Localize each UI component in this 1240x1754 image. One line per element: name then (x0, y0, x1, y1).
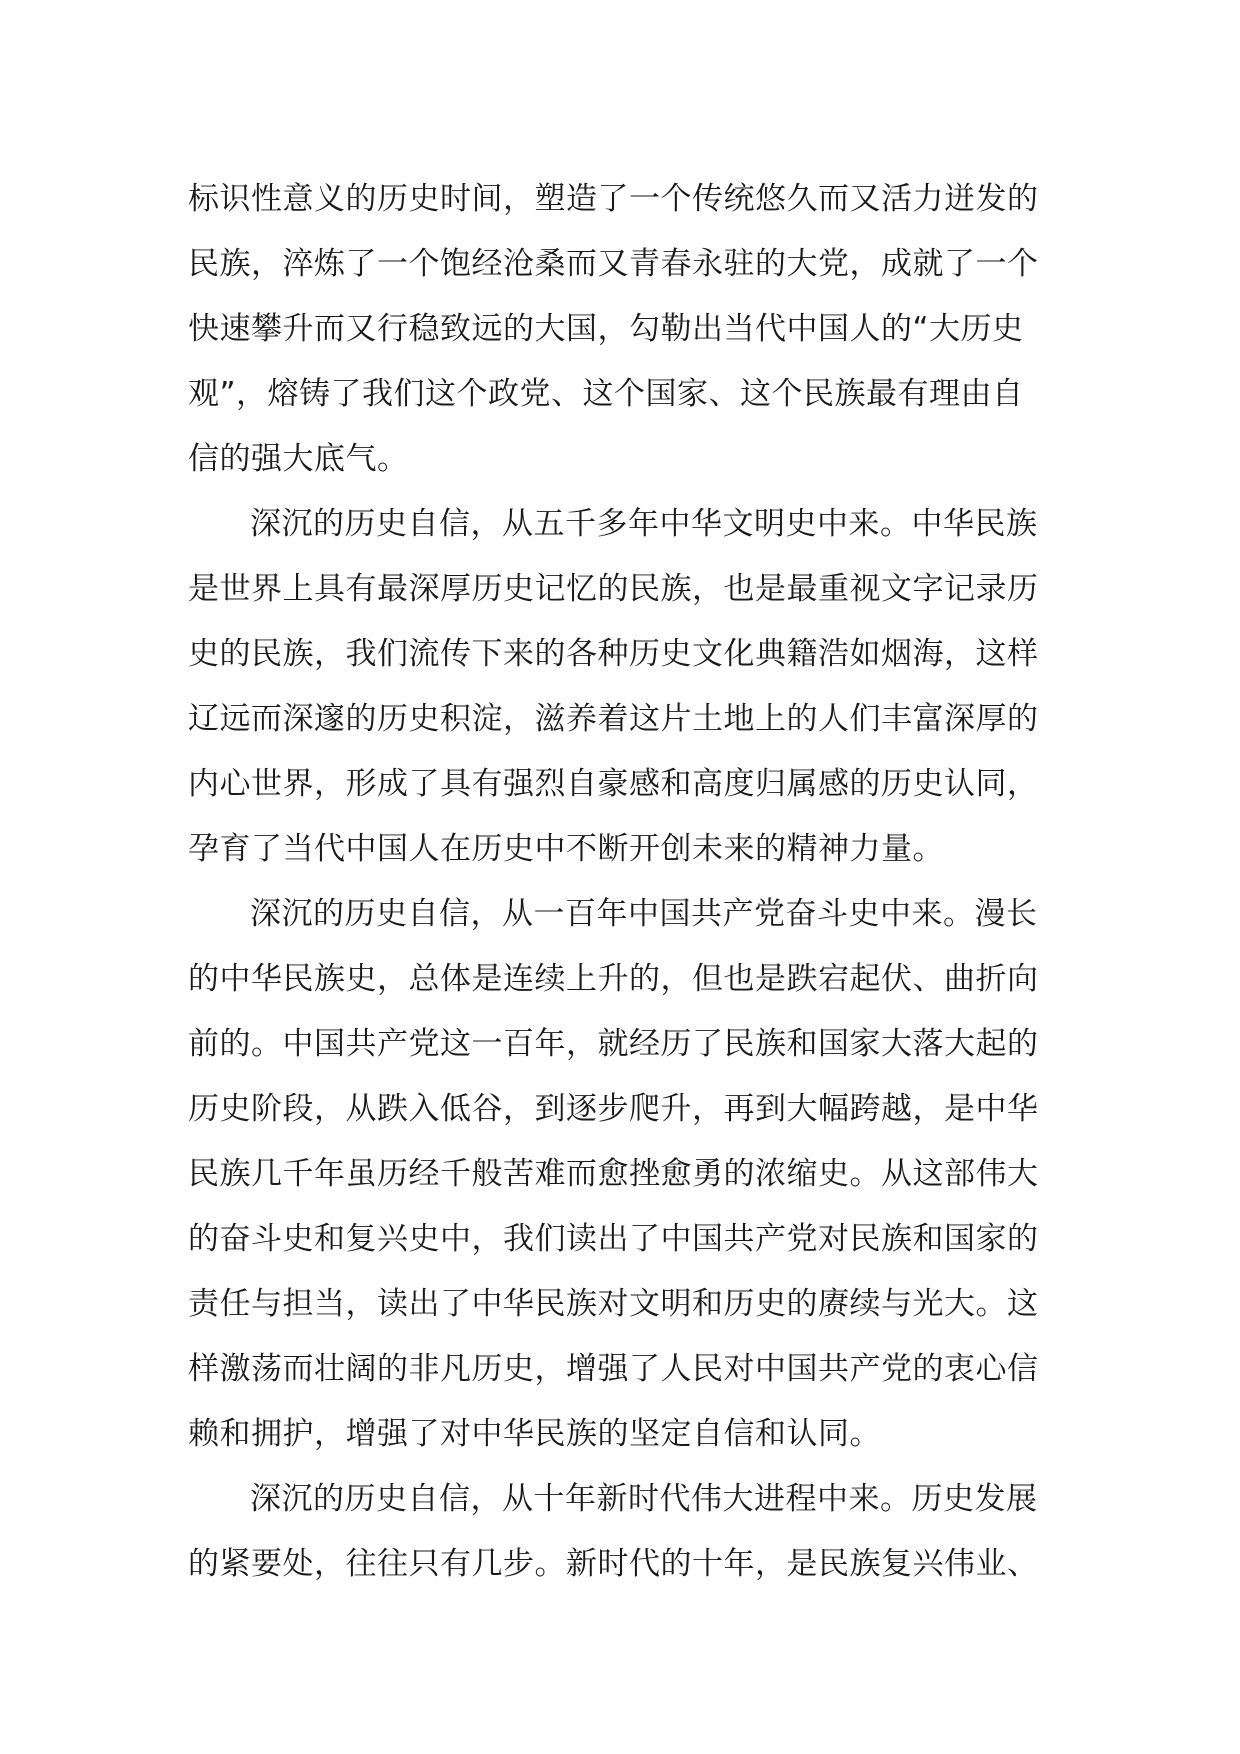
text-line: 史的民族，我们流传下来的各种历史文化典籍浩如烟海，这样 (188, 636, 1039, 672)
text-line: 内心世界，形成了具有强烈自豪感和高度归属感的历史认同， (188, 766, 1039, 802)
paragraph-4 (188, 1467, 1052, 1597)
text-line: 是世界上具有最深厚历史记忆的民族，也是最重视文字记录历 (188, 571, 1039, 607)
paragraph-3 (188, 882, 1052, 1467)
text-line: 民族，淬炼了一个饱经沧桑而又青春永驻的大党，成就了一个 (188, 246, 1039, 282)
text-line: 观”，熔铸了我们这个政党、这个国家、这个民族最有理由自 (188, 376, 1024, 412)
text-line: 的紧要处，往往只有几步。新时代的十年，是民族复兴伟业、 (188, 1546, 1039, 1582)
text-line: 孕育了当代中国人在历史中不断开创未来的精神力量。 (188, 831, 944, 867)
text-line: 深沉的历史自信，从一百年中国共产党奋斗史中来。漫长 (250, 896, 1038, 932)
text-line: 的中华民族史，总体是连续上升的，但也是跌宕起伏、曲折向 (188, 961, 1039, 997)
text-line: 标识性意义的历史时间，塑造了一个传统悠久而又活力迸发的 (188, 181, 1039, 217)
text-line: 赖和拥护，增强了对中华民族的坚定自信和认同。 (188, 1416, 881, 1452)
paragraph-2 (188, 492, 1052, 882)
text-line: 民族几千年虽历经千般苦难而愈挫愈勇的浓缩史。从这部伟大 (188, 1156, 1039, 1192)
text-line: 快速攀升而又行稳致远的大国，勾勒出当代中国人的“大历史 (188, 311, 1024, 347)
text-line: 辽远而深邃的历史积淀，滋养着这片土地上的人们丰富深厚的 (188, 701, 1039, 737)
text-line: 的奋斗史和复兴史中，我们读出了中国共产党对民族和国家的 (188, 1221, 1039, 1257)
text-line: 样激荡而壮阔的非凡历史，增强了人民对中国共产党的衷心信 (188, 1351, 1039, 1387)
article-body (188, 167, 1052, 1597)
text-line: 历史阶段，从跌入低谷，到逐步爬升，再到大幅跨越，是中华 (188, 1091, 1039, 1127)
text-line: 前的。中国共产党这一百年，就经历了民族和国家大落大起的 (188, 1026, 1039, 1062)
text-line: 深沉的历史自信，从十年新时代伟大进程中来。历史发展 (250, 1481, 1038, 1517)
text-line: 深沉的历史自信，从五千多年中华文明史中来。中华民族 (250, 506, 1038, 542)
text-line: 责任与担当，读出了中华民族对文明和历史的赓续与光大。这 (188, 1286, 1039, 1322)
text-line: 信的强大底气。 (188, 441, 409, 477)
paragraph-1 (188, 167, 1052, 492)
